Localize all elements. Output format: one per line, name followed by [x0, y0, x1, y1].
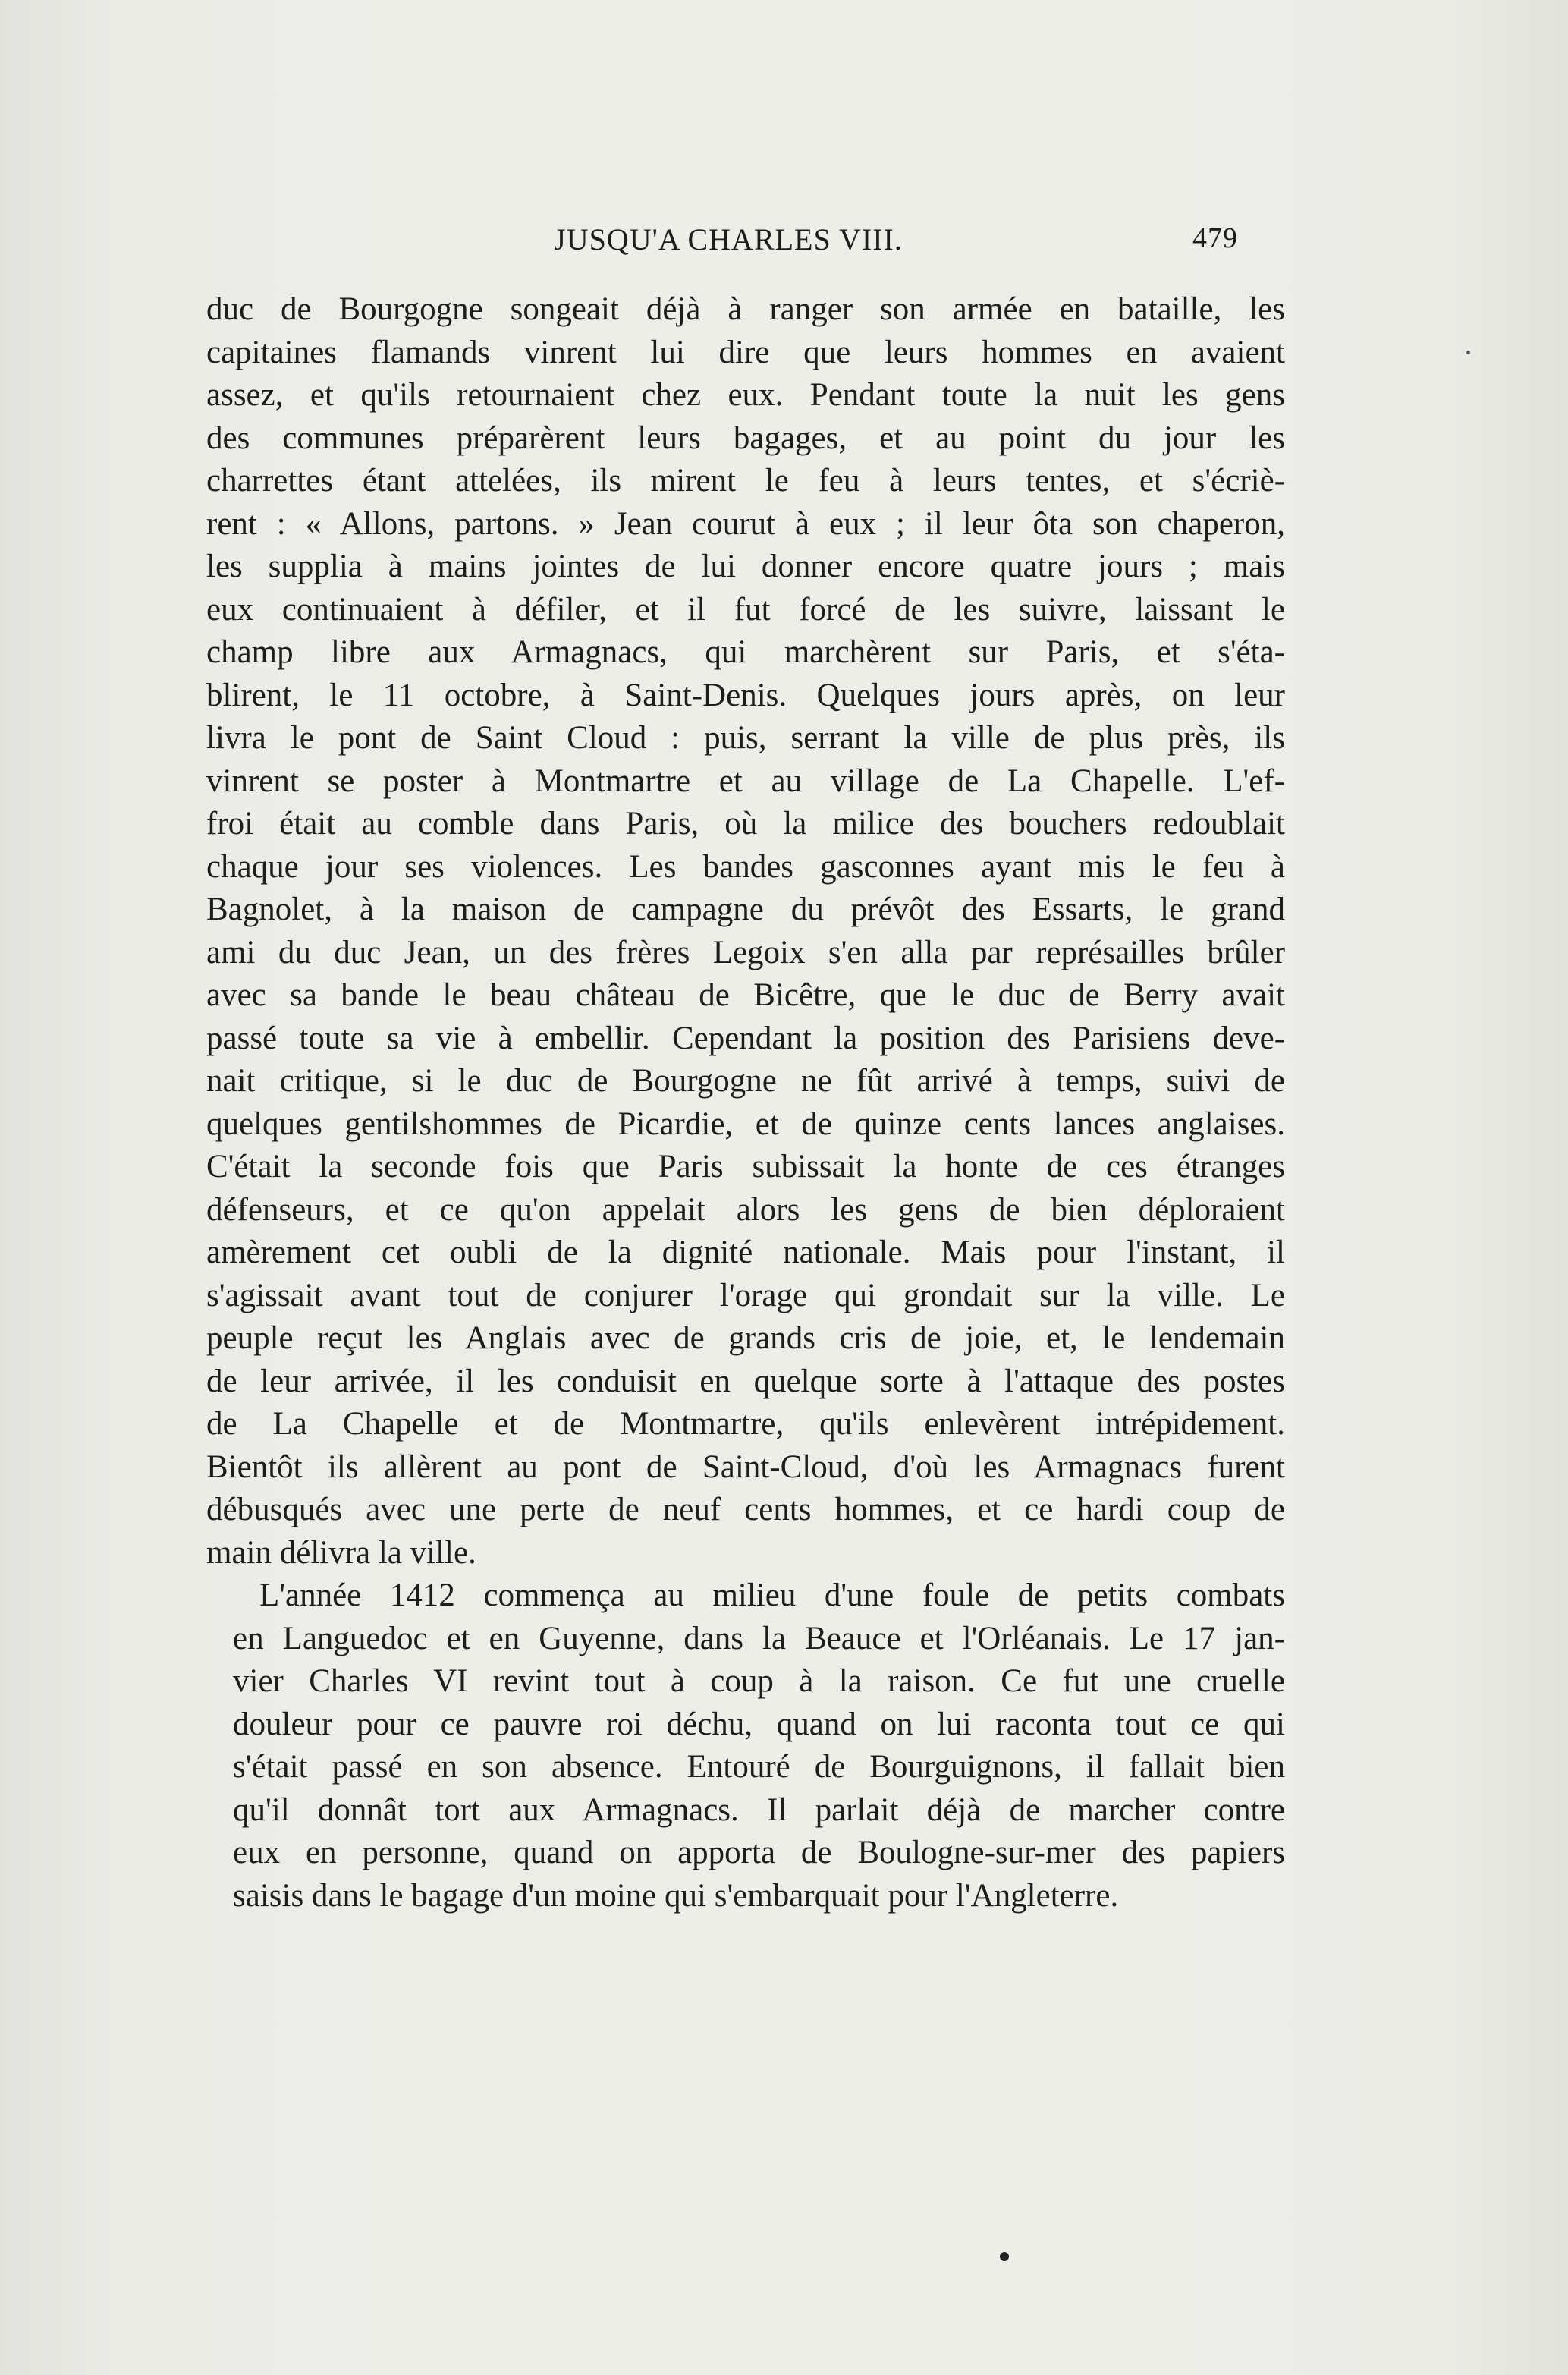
text-line: blirent, le 11 octobre, à Saint-Denis. Quelques jours après, on leur [206, 677, 1285, 713]
text-line: eux continuaient à défiler, et il fut forcé de les suivre, laissant le [206, 591, 1285, 628]
text-line: de La Chapelle et de Montmartre, qu'ils enlevèrent intrépidement. [206, 1406, 1285, 1442]
text-line: peuple reçut les Anglais avec de grands cris de joie, et, le lendemain [206, 1320, 1285, 1356]
text-line: L'année 1412 commença au milieu d'une foule de petits combats [259, 1578, 1285, 1613]
text-line: qu'il donnât tort aux Armagnacs. Il parlait déjà de marcher contre [233, 1791, 1285, 1828]
text-line: Bientôt ils allèrent au pont de Saint-Cloud, d'où les Armagnacs furent [206, 1449, 1285, 1485]
text-line: passé toute sa vie à embellir. Cependant la position des Parisiens deve- [206, 1020, 1285, 1056]
ink-speck [1000, 2252, 1009, 2261]
text-line: de leur arrivée, il les conduisit en quelque sorte à l'attaque des postes [206, 1363, 1285, 1399]
text-line: livra le pont de Saint Cloud : puis, serrant la ville de plus près, ils [206, 720, 1285, 756]
text-line: vier Charles VI revint tout à coup à la raison. Ce fut une cruelle [233, 1663, 1285, 1699]
text-line: amèrement cet oubli de la dignité nationale. Mais pour l'instant, il [206, 1235, 1285, 1270]
body-text [206, 288, 1285, 1917]
text-line: s'agissait avant tout de conjurer l'orage qui grondait sur la ville. Le [206, 1277, 1285, 1313]
paragraph-2 [206, 1574, 1285, 1917]
text-line: saisis dans le bagage d'un moine qui s'embarquait pour l'Angleterre. [233, 1877, 1119, 1914]
running-title: JUSQU'A CHARLES VIII. [554, 222, 903, 256]
text-line: assez, et qu'ils retournaient chez eux. Pendant toute la nuit les gens [206, 377, 1285, 413]
text-line: champ libre aux Armagnacs, qui marchèrent sur Paris, et s'éta- [206, 634, 1285, 670]
text-line: duc de Bourgogne songeait déjà à ranger son armée en bataille, les [206, 291, 1285, 327]
text-line: les supplia à mains jointes de lui donner encore quatre jours ; mais [206, 549, 1285, 584]
paragraph-1 [206, 288, 1285, 1574]
text-line: quelques gentilshommes de Picardie, et de quinze cents lances anglaises. [206, 1106, 1285, 1142]
text-line: des communes préparèrent leurs bagages, et au point du jour les [206, 420, 1285, 456]
page-number: 479 [1192, 222, 1238, 254]
text-line: en Languedoc et en Guyenne, dans la Beauce et l'Orléanais. Le 17 jan- [233, 1620, 1285, 1656]
text-line: capitaines flamands vinrent lui dire que leurs hommes en avaient [206, 334, 1285, 370]
text-line: Bagnolet, à la maison de campagne du prévôt des Essarts, le grand [206, 892, 1285, 927]
ink-speck [1466, 351, 1470, 354]
text-line: rent : « Allons, partons. » Jean courut à eux ; il leur ôta son chaperon, [206, 505, 1285, 542]
text-line: C'était la seconde fois que Paris subissait la honte de ces étranges [206, 1149, 1285, 1184]
text-line: douleur pour ce pauvre roi déchu, quand on lui raconta tout ce qui [233, 1706, 1285, 1742]
text-line: nait critique, si le duc de Bourgogne ne fût arrivé à temps, suivi de [206, 1063, 1285, 1099]
text-line: main délivra la ville. [206, 1534, 476, 1571]
running-head [205, 222, 1252, 267]
text-line: eux en personne, quand on apporta de Boulogne-sur-mer des papiers [233, 1835, 1285, 1870]
text-line: s'était passé en son absence. Entouré de Bourguignons, il fallait bien [233, 1749, 1285, 1785]
text-line: avec sa bande le beau château de Bicêtre, que le duc de Berry avait [206, 977, 1285, 1013]
text-line: vinrent se poster à Montmartre et au village de La Chapelle. L'ef- [206, 763, 1285, 799]
text-line: froi était au comble dans Paris, où la milice des bouchers redoublait [206, 806, 1285, 841]
text-line: ami du duc Jean, un des frères Legoix s'en alla par représailles brûler [206, 934, 1285, 970]
text-line: débusqués avec une perte de neuf cents hommes, et ce hardi coup de [206, 1492, 1285, 1527]
text-line: défenseurs, et ce qu'on appelait alors les gens de bien déploraient [206, 1191, 1285, 1228]
text-line: charrettes étant attelées, ils mirent le feu à leurs tentes, et s'écriè- [206, 463, 1285, 499]
text-line: chaque jour ses violences. Les bandes gasconnes ayant mis le feu à [206, 848, 1285, 885]
